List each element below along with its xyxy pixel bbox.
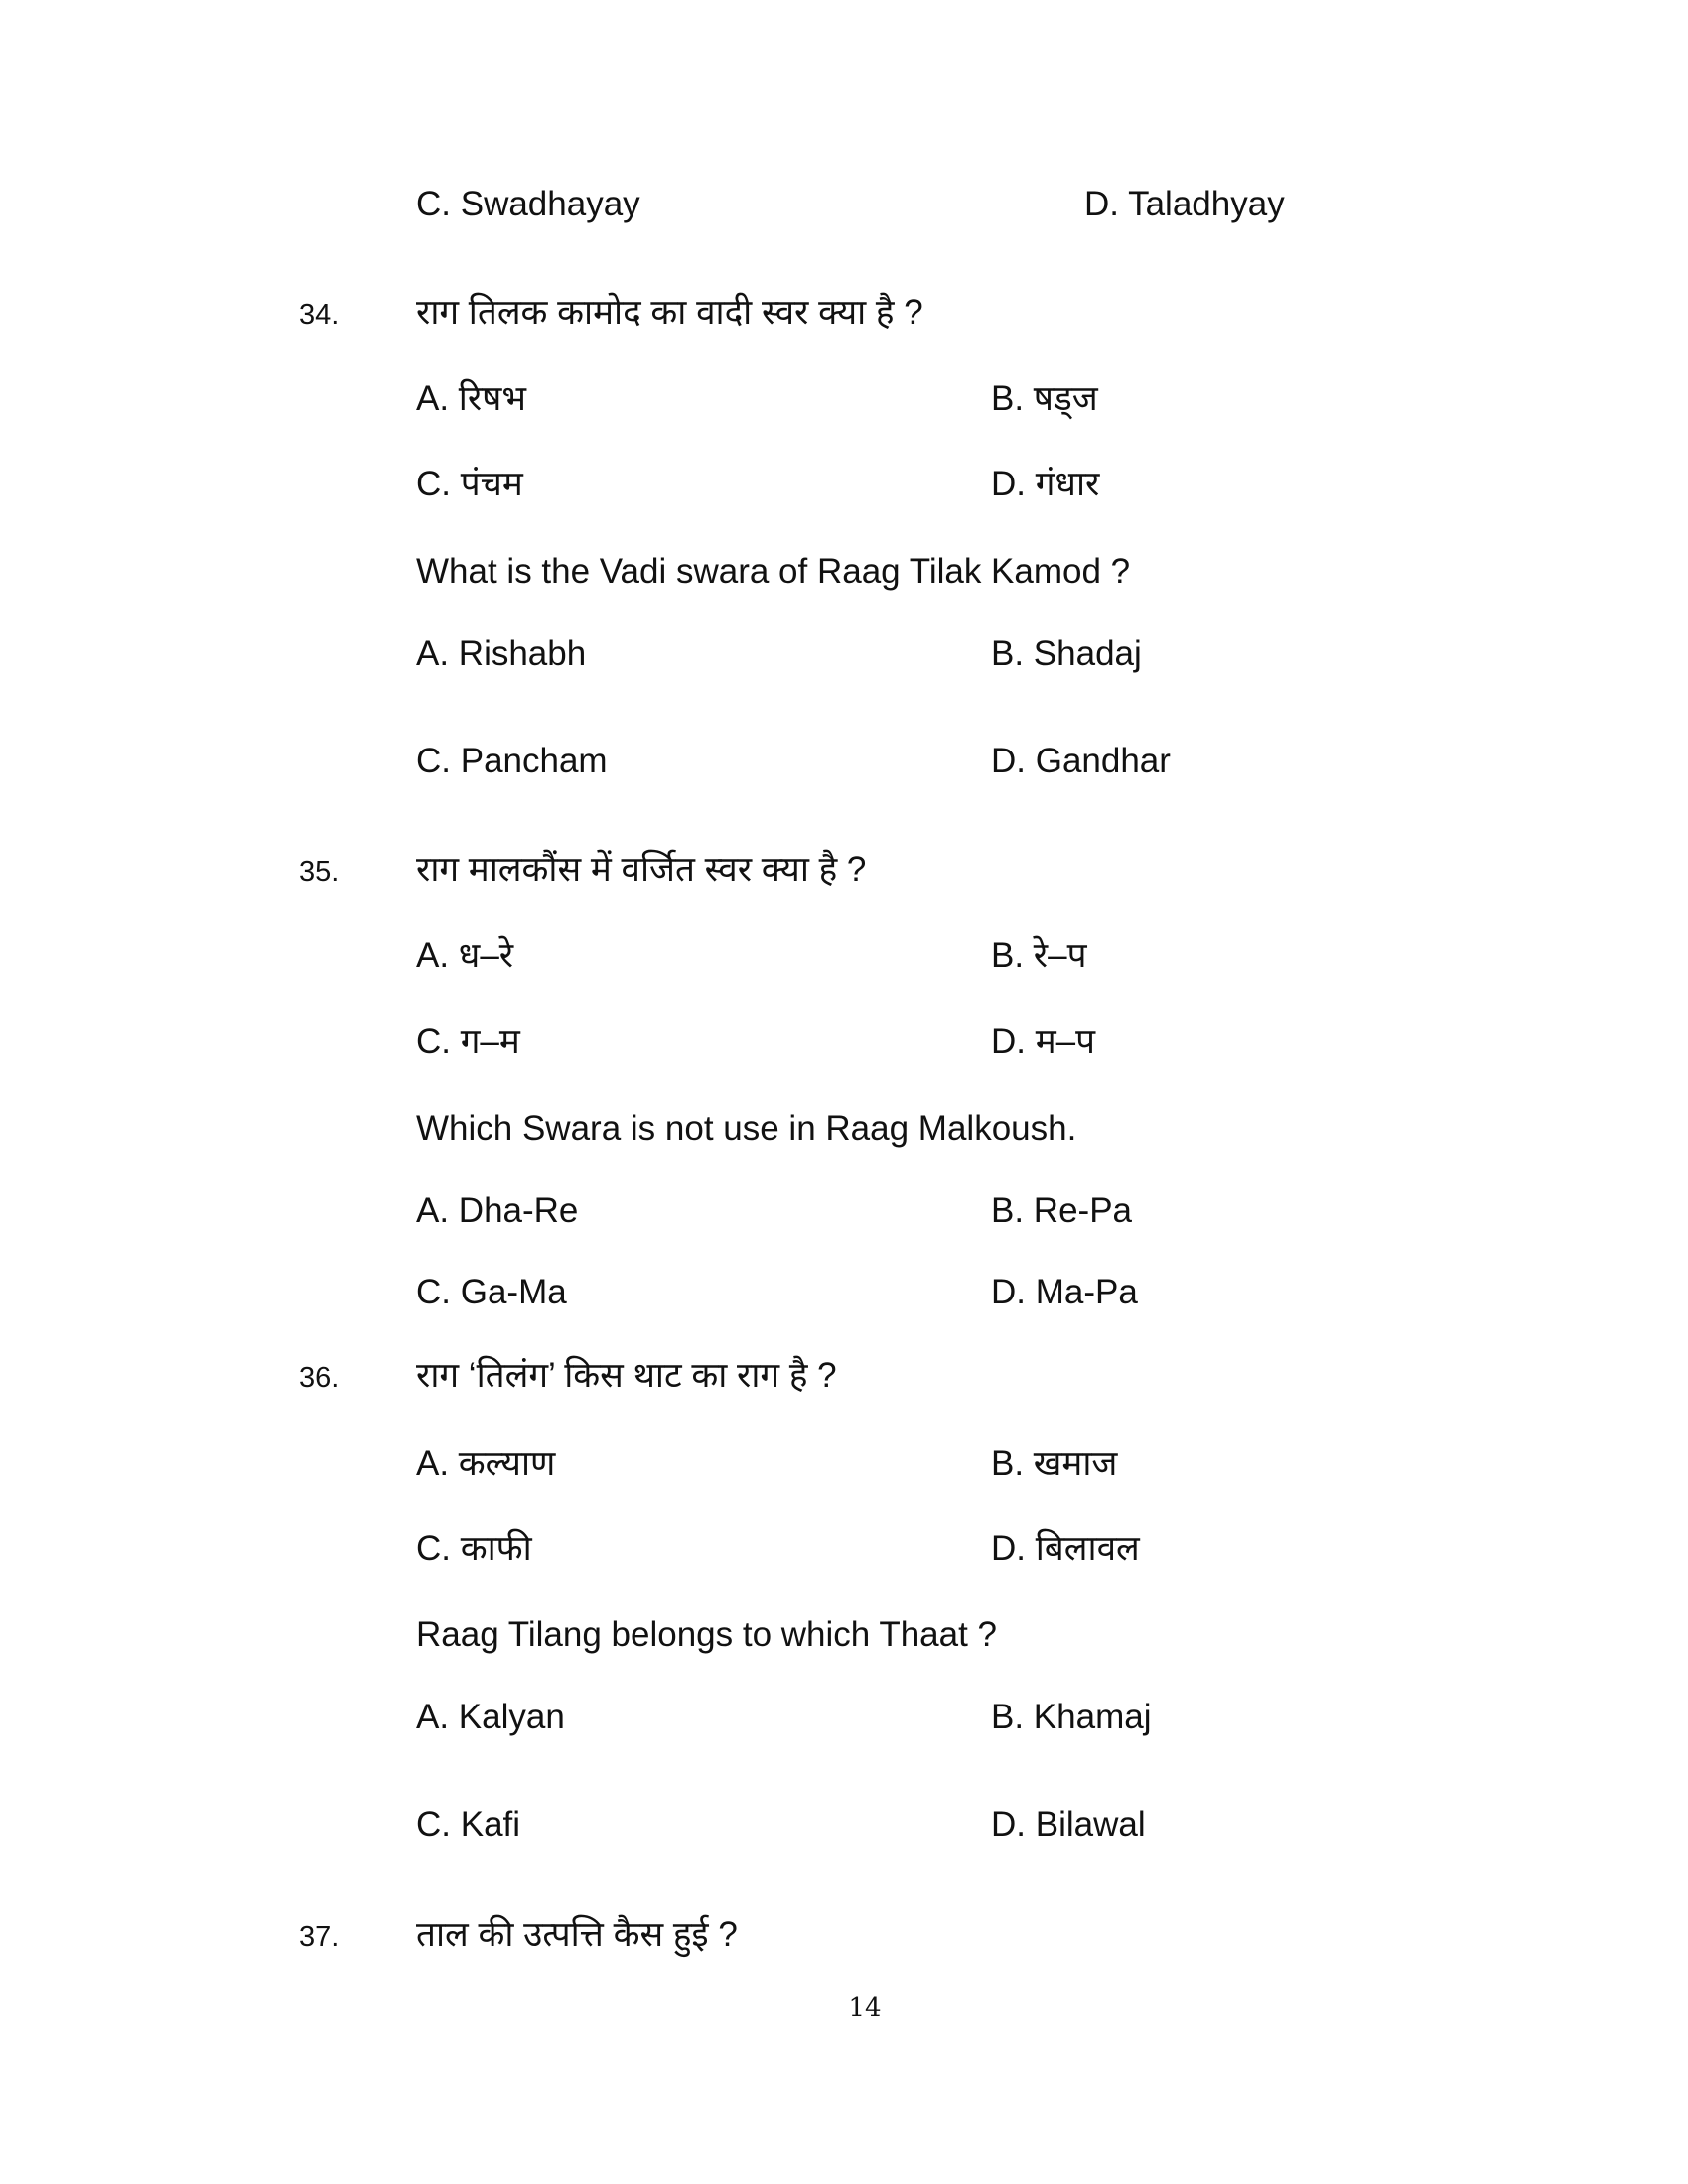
option-b-hindi: B. षड्ज [991,379,1098,418]
option-c-hindi: C. पंचम [416,465,523,503]
option-c-english: C. Kafi [416,1805,521,1843]
page-number: 14 [848,1993,882,2023]
question-hindi: ताल की उत्पत्ति कैस हुई ? [416,1915,738,1954]
option-a-english: A. Kalyan [416,1698,565,1736]
option-a-english: A. Dha-Re [416,1191,579,1230]
question-number: 35. [299,856,340,887]
option-d-english: D. Gandhar [991,742,1171,780]
option-d-prev: D. Taladhyay [1084,185,1285,223]
question-english: What is the Vadi swara of Raag Tilak Kamod ? [416,552,1131,591]
option-b-hindi: B. रे–प [991,936,1087,975]
option-b-english: B. Re-Pa [991,1191,1132,1230]
question-hindi: राग ‘तिलंग’ किस थाट का राग है ? [416,1356,837,1395]
option-d-english: D. Ma-Pa [991,1273,1138,1311]
option-c-hindi: C. काफी [416,1529,532,1568]
question-number: 36. [299,1362,340,1394]
option-c-hindi: C. ग–म [416,1023,520,1061]
option-d-hindi: D. बिलावल [991,1529,1140,1568]
question-hindi: राग तिलक कामोद का वादी स्वर क्या है ? [416,293,923,332]
question-hindi: राग मालकौंस में वर्जित स्वर क्या है ? [416,850,867,888]
option-b-hindi: B. खमाज [991,1444,1118,1483]
option-a-hindi: A. ध–रे [416,936,514,975]
option-a-hindi: A. कल्याण [416,1444,556,1483]
option-d-hindi: D. म–प [991,1023,1095,1061]
option-c-prev: C. Swadhayay [416,185,640,223]
option-d-english: D. Bilawal [991,1805,1146,1843]
question-english: Raag Tilang belongs to which Thaat ? [416,1615,998,1654]
option-a-hindi: A. रिषभ [416,379,527,418]
option-c-english: C. Ga-Ma [416,1273,567,1311]
option-b-english: B. Shadaj [991,634,1142,673]
option-a-english: A. Rishabh [416,634,587,673]
question-number: 34. [299,299,340,331]
option-c-english: C. Pancham [416,742,608,780]
question-english: Which Swara is not use in Raag Malkoush. [416,1109,1077,1148]
question-number: 37. [299,1921,340,1953]
option-b-english: B. Khamaj [991,1698,1152,1736]
option-d-hindi: D. गंधार [991,465,1100,503]
